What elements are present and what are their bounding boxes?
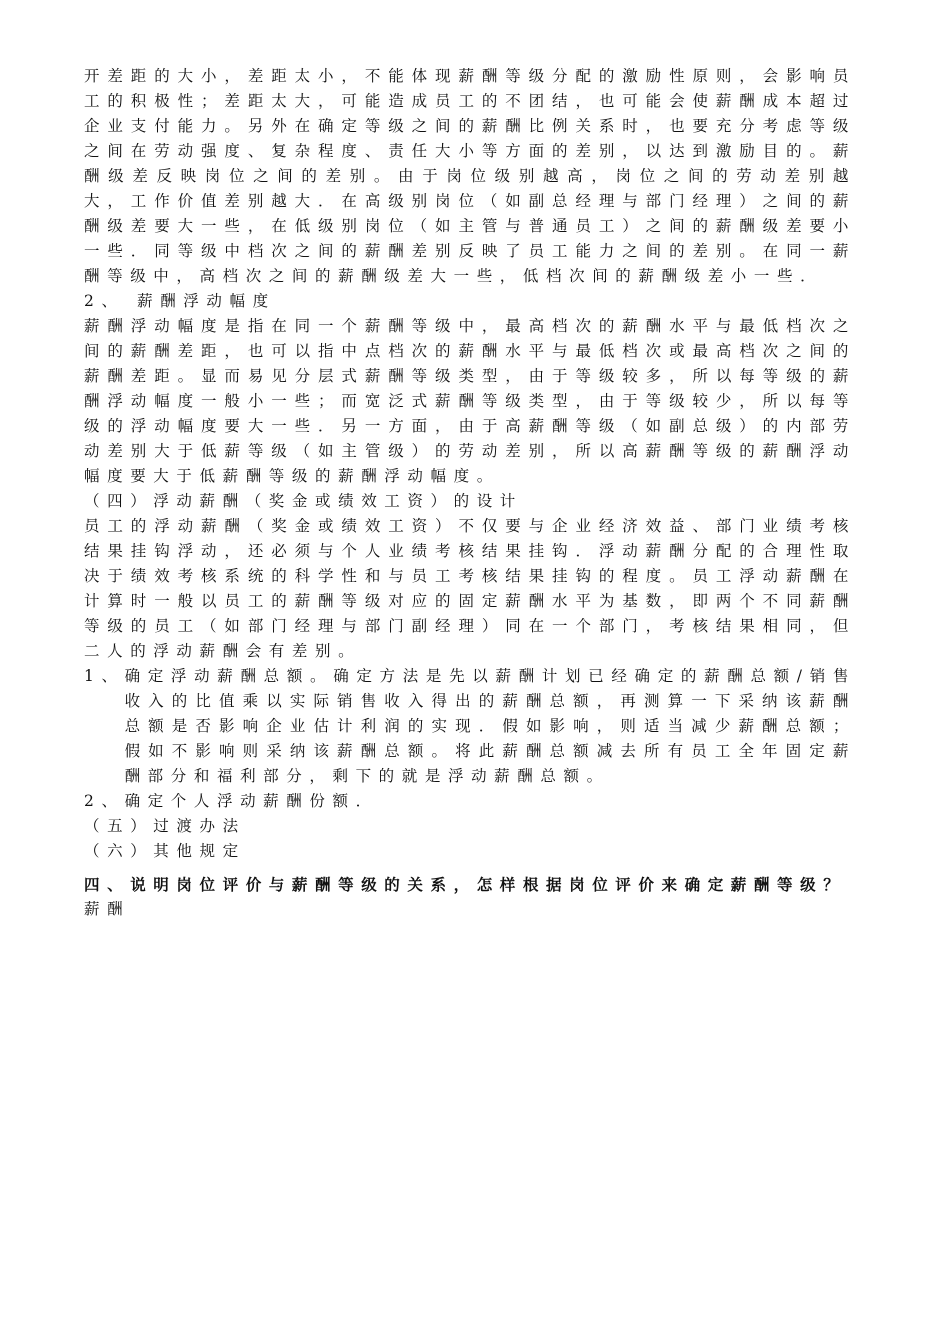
- section-heading-transition: （五）过渡办法: [84, 817, 246, 835]
- paragraph-salary-differential: 开差距的大小，差距太小，不能体现薪酬等级分配的激励性原则，会影响员工的积极性；差距太大，可能造成员工的不团结，也可能会使薪酬成本超过企业支付能力。另外在确定等级之间的薪酬比例关系时，也要充分考虑等级之间在劳动强度、复杂程度、责任大小等方面的差别，以达到激励目的。薪酬级差反映岗位之间的差别。由于岗位级别越高，岗位之间的劳动差别越大，工作价值差别越大．在高级别岗位（如副总经理与部门经理）之间的薪酬级差要大一些，在低级别岗位（如主管与普通员工）之间的薪酬级差要小一些．同等级中档次之间的薪酬差别反映了员工能力之间的差别。在同一薪酬等级中，高档次之间的薪酬级差大一些，低档次间的薪酬级差小一些．: [84, 67, 856, 285]
- trailing-text: 薪酬: [84, 900, 131, 918]
- list-number: 1、: [84, 667, 125, 685]
- paragraph-salary-range: 薪酬浮动幅度是指在同一个薪酬等级中，最高档次的薪酬水平与最低档次之间的薪酬差距，也可以指中点档次的薪酬水平与最低档次或最高档次之间的薪酬差距。显而易见分层式薪酬等级类型，由于等级较多，所以每等级的薪酬浮动幅度一般小一些；而宽泛式薪酬等级类型，由于等级较少，所以每等级的浮动幅度要大一些．另一方面，由于高薪酬等级（如副总级）的内部劳动差别大于低薪等级（如主管级）的劳动差别，所以高薪酬等级的薪酬浮动幅度要大于低薪酬等级的薪酬浮动幅度。: [84, 317, 856, 485]
- list-number: 2、: [84, 792, 125, 810]
- paragraph-floating-pay: 员工的浮动薪酬（奖金或绩效工资）不仅要与企业经济效益、部门业绩考核结果挂钩浮动，还必须与个人业绩考核结果挂钩．浮动薪酬分配的合理性取决于绩效考核系统的科学性和与员工考核结果挂钩的程度。员工浮动薪酬在计算时一般以员工的薪酬等级对应的固定薪酬水平为基数，即两个不同薪酬等级的员工（如部门经理与部门副经理）同在一个部门，考核结果相同，但二人的浮动薪酬会有差别。: [84, 517, 856, 660]
- section-heading-floating-pay: （四）浮动薪酬（奖金或绩效工资）的设计: [84, 492, 523, 510]
- list-item-2: [84, 789, 856, 814]
- section-heading-other-rules: （六）其他规定: [84, 842, 246, 860]
- list-text: 确定浮动薪酬总额。确定方法是先以薪酬计划已经确定的薪酬总额/销售收入的比值乘以实际销售收入得出的薪酬总额，再测算一下采纳该薪酬总额是否影响企业估计利润的实现．假如影响，则适当减少薪酬总额；假如不影响则采纳该薪酬总额。将此薪酬总额减去所有员工全年固定薪酬部分和福利部分，剩下的就是浮动薪酬总额。: [124, 667, 856, 785]
- list-text: 确定个人浮动薪酬份额．: [124, 792, 379, 810]
- document-page: [84, 64, 856, 922]
- list-item-1: [84, 664, 856, 789]
- question-heading: 四、说明岗位评价与薪酬等级的关系，怎样根据岗位评价来确定薪酬等级？: [84, 875, 847, 894]
- subheading-salary-range: 2、 薪酬浮动幅度: [84, 292, 276, 310]
